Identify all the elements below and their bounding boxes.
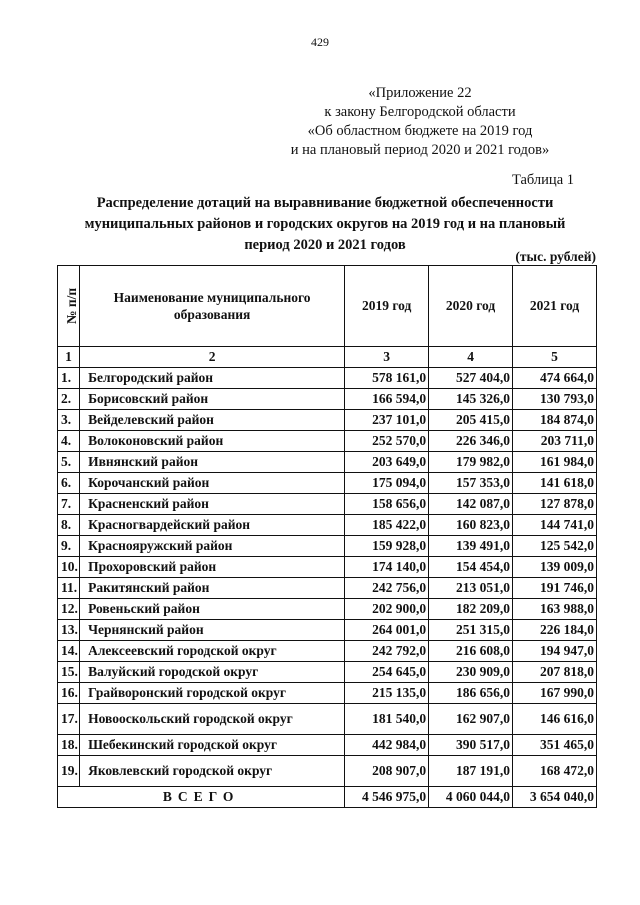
table-row xyxy=(58,494,597,515)
municipality-name: Корочанский район xyxy=(80,473,345,494)
municipality-name: Красненский район xyxy=(80,494,345,515)
value-2020: 186 656,0 xyxy=(429,683,513,704)
row-number: 9. xyxy=(58,536,80,557)
subsidy-table xyxy=(57,265,597,808)
row-number: 16. xyxy=(58,683,80,704)
value-2021: 207 818,0 xyxy=(513,662,597,683)
row-number: 1. xyxy=(58,368,80,389)
value-2020: 226 346,0 xyxy=(429,431,513,452)
table-row xyxy=(58,557,597,578)
municipality-name: Валуйский городской округ xyxy=(80,662,345,683)
value-2021: 351 465,0 xyxy=(513,735,597,756)
value-2021: 161 984,0 xyxy=(513,452,597,473)
row-number: 11. xyxy=(58,578,80,599)
appendix-line-4: и на плановый период 2020 и 2021 годов» xyxy=(290,142,550,158)
municipality-name: Волоконовский район xyxy=(80,431,345,452)
value-2021: 474 664,0 xyxy=(513,368,597,389)
municipality-name: Новооскольский городской округ xyxy=(80,704,345,735)
value-2021: 226 184,0 xyxy=(513,620,597,641)
table-label: Таблица 1 xyxy=(511,172,574,188)
row-number: 17. xyxy=(58,704,80,735)
value-2020: 390 517,0 xyxy=(429,735,513,756)
table-row xyxy=(58,578,597,599)
value-2021: 163 988,0 xyxy=(513,599,597,620)
municipality-name: Прохоровский район xyxy=(80,557,345,578)
value-2020: 142 087,0 xyxy=(429,494,513,515)
value-2021: 139 009,0 xyxy=(513,557,597,578)
row-number: 12. xyxy=(58,599,80,620)
municipality-name: Ивнянский район xyxy=(80,452,345,473)
total-label: ВСЕГО xyxy=(58,787,345,808)
row-number: 6. xyxy=(58,473,80,494)
municipality-name: Ракитянский район xyxy=(80,578,345,599)
municipality-name: Краснояружский район xyxy=(80,536,345,557)
municipality-name: Шебекинский городской округ xyxy=(80,735,345,756)
row-number: 5. xyxy=(58,452,80,473)
table-row xyxy=(58,410,597,431)
row-number: 14. xyxy=(58,641,80,662)
value-2020: 230 909,0 xyxy=(429,662,513,683)
value-2021: 125 542,0 xyxy=(513,536,597,557)
value-2019: 185 422,0 xyxy=(345,515,429,536)
column-index: 5 xyxy=(513,347,597,368)
total-2020: 4 060 044,0 xyxy=(429,787,513,808)
table-row xyxy=(58,368,597,389)
table-row xyxy=(58,599,597,620)
value-2021: 168 472,0 xyxy=(513,756,597,787)
value-2020: 213 051,0 xyxy=(429,578,513,599)
value-2021: 184 874,0 xyxy=(513,410,597,431)
total-row xyxy=(58,787,597,808)
table-row xyxy=(58,620,597,641)
value-2021: 167 990,0 xyxy=(513,683,597,704)
header-name: Наименование муниципального образования xyxy=(80,266,345,347)
municipality-name: Грайворонский городской округ xyxy=(80,683,345,704)
row-number: 15. xyxy=(58,662,80,683)
value-2021: 144 741,0 xyxy=(513,515,597,536)
header-2021: 2021 год xyxy=(513,266,597,347)
table-row xyxy=(58,389,597,410)
value-2021: 191 746,0 xyxy=(513,578,597,599)
header-2019: 2019 год xyxy=(345,266,429,347)
municipality-name: Вейделевский район xyxy=(80,410,345,431)
value-2020: 216 608,0 xyxy=(429,641,513,662)
value-2019: 237 101,0 xyxy=(345,410,429,431)
units-label: (тыс. рублей) xyxy=(515,249,596,264)
appendix-header xyxy=(270,84,570,160)
header-2020: 2020 год xyxy=(429,266,513,347)
column-index-row xyxy=(58,347,597,368)
municipality-name: Ровеньский район xyxy=(80,599,345,620)
appendix-line-1: «Приложение 22 xyxy=(368,85,472,101)
value-2019: 264 001,0 xyxy=(345,620,429,641)
value-2021: 130 793,0 xyxy=(513,389,597,410)
table-row xyxy=(58,431,597,452)
table-row xyxy=(58,452,597,473)
table-row xyxy=(58,515,597,536)
row-number: 10. xyxy=(58,557,80,578)
appendix-line-2: к закону Белгородской области xyxy=(324,104,516,120)
value-2021: 194 947,0 xyxy=(513,641,597,662)
municipality-name: Чернянский район xyxy=(80,620,345,641)
row-number: 19. xyxy=(58,756,80,787)
value-2019: 202 900,0 xyxy=(345,599,429,620)
column-index: 4 xyxy=(429,347,513,368)
table-row xyxy=(58,735,597,756)
municipality-name: Алексеевский городской округ xyxy=(80,641,345,662)
value-2020: 179 982,0 xyxy=(429,452,513,473)
value-2020: 205 415,0 xyxy=(429,410,513,431)
column-index: 2 xyxy=(80,347,345,368)
row-number: 2. xyxy=(58,389,80,410)
row-number: 4. xyxy=(58,431,80,452)
row-number: 13. xyxy=(58,620,80,641)
municipality-name: Яковлевский городской округ xyxy=(80,756,345,787)
appendix-line-3: «Об областном бюджете на 2019 год xyxy=(307,123,533,139)
value-2021: 141 618,0 xyxy=(513,473,597,494)
value-2021: 203 711,0 xyxy=(513,431,597,452)
table-row xyxy=(58,683,597,704)
value-2020: 182 209,0 xyxy=(429,599,513,620)
value-2019: 208 907,0 xyxy=(345,756,429,787)
value-2019: 203 649,0 xyxy=(345,452,429,473)
table-row xyxy=(58,756,597,787)
value-2019: 252 570,0 xyxy=(345,431,429,452)
value-2019: 166 594,0 xyxy=(345,389,429,410)
table-row xyxy=(58,536,597,557)
value-2019: 254 645,0 xyxy=(345,662,429,683)
column-index: 3 xyxy=(345,347,429,368)
value-2020: 187 191,0 xyxy=(429,756,513,787)
value-2020: 160 823,0 xyxy=(429,515,513,536)
value-2019: 159 928,0 xyxy=(345,536,429,557)
row-number: 18. xyxy=(58,735,80,756)
value-2019: 578 161,0 xyxy=(345,368,429,389)
total-2021: 3 654 040,0 xyxy=(513,787,597,808)
value-2019: 242 792,0 xyxy=(345,641,429,662)
table-row xyxy=(58,641,597,662)
document-title: Распределение дотаций на выравнивание бюджетной обеспеченности муниципальных районов и городских округов на 2019 год и на плановый период 2020 и 2021 годов xyxy=(84,195,566,253)
value-2020: 251 315,0 xyxy=(429,620,513,641)
value-2021: 127 878,0 xyxy=(513,494,597,515)
value-2019: 175 094,0 xyxy=(345,473,429,494)
value-2021: 146 616,0 xyxy=(513,704,597,735)
value-2020: 154 454,0 xyxy=(429,557,513,578)
value-2019: 215 135,0 xyxy=(345,683,429,704)
page-number: 429 xyxy=(311,35,329,49)
value-2019: 442 984,0 xyxy=(345,735,429,756)
header-num-label: № п/п xyxy=(64,287,79,325)
value-2019: 242 756,0 xyxy=(345,578,429,599)
municipality-name: Красногвардейский район xyxy=(80,515,345,536)
total-2019: 4 546 975,0 xyxy=(345,787,429,808)
municipality-name: Борисовский район xyxy=(80,389,345,410)
value-2020: 527 404,0 xyxy=(429,368,513,389)
value-2019: 181 540,0 xyxy=(345,704,429,735)
column-index: 1 xyxy=(58,347,80,368)
header-num xyxy=(58,266,80,347)
table-row xyxy=(58,473,597,494)
value-2019: 174 140,0 xyxy=(345,557,429,578)
row-number: 7. xyxy=(58,494,80,515)
table-row xyxy=(58,662,597,683)
value-2020: 145 326,0 xyxy=(429,389,513,410)
row-number: 3. xyxy=(58,410,80,431)
table-header-row xyxy=(58,266,597,347)
municipality-name: Белгородский район xyxy=(80,368,345,389)
table-row xyxy=(58,704,597,735)
value-2019: 158 656,0 xyxy=(345,494,429,515)
value-2020: 162 907,0 xyxy=(429,704,513,735)
row-number: 8. xyxy=(58,515,80,536)
value-2020: 139 491,0 xyxy=(429,536,513,557)
value-2020: 157 353,0 xyxy=(429,473,513,494)
